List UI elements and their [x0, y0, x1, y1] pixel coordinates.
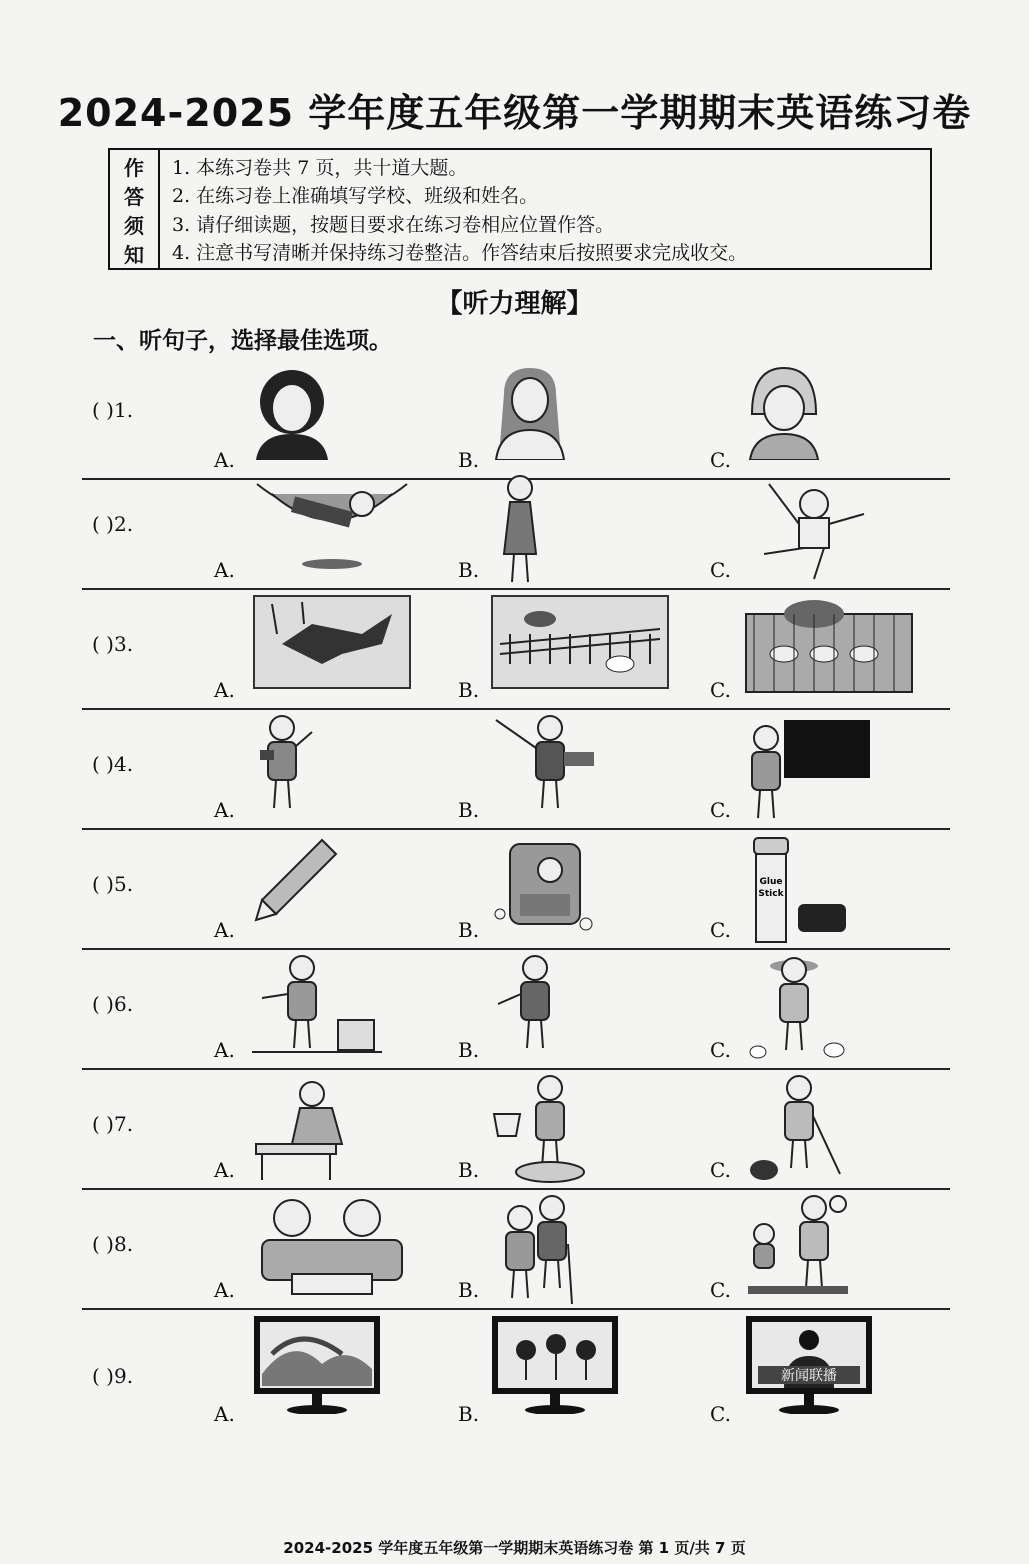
- label-char: 答: [124, 185, 144, 209]
- instructions-list: [160, 150, 930, 268]
- question-row: [82, 472, 950, 590]
- tv-cartoon-picture: [490, 1314, 620, 1414]
- instruction-item: 3. 请仔细读题，按题目要求在练习卷相应位置作答。: [172, 213, 615, 236]
- woman-teacher-picture: [252, 714, 322, 824]
- option-label-b[interactable]: B.: [458, 1402, 480, 1426]
- woman-washing-clothes-picture: [490, 1074, 610, 1184]
- boy-bowing-picture: [490, 474, 550, 584]
- question-row: [82, 592, 950, 710]
- instruction-item: 1. 本练习卷共 7 页，共十道大题。: [172, 156, 468, 179]
- man-hammock-picture: [252, 474, 412, 570]
- option-label-b[interactable]: B.: [458, 1278, 480, 1302]
- tv-news-picture: [744, 1314, 874, 1414]
- question-number[interactable]: ( )3.: [92, 632, 134, 656]
- question-number[interactable]: ( )2.: [92, 512, 134, 536]
- row-divider: [82, 588, 950, 590]
- option-label-c[interactable]: C.: [710, 678, 731, 702]
- option-label-c[interactable]: C.: [710, 1038, 731, 1062]
- option-label-a[interactable]: A.: [214, 1158, 235, 1182]
- glue-label: Glue: [759, 877, 783, 887]
- mother-cooking-picture: [744, 1194, 854, 1304]
- row-divider: [82, 1188, 950, 1190]
- row-divider: [82, 1068, 950, 1070]
- old-teacher-blackboard-picture: [744, 714, 874, 824]
- question-number[interactable]: ( )6.: [92, 992, 134, 1016]
- question-row: [82, 362, 950, 480]
- page-footer: 2024-2025 学年度五年级第一学期期末英语练习卷 第 1 页/共 7 页: [283, 1539, 746, 1557]
- instruction-item: 2. 在练习卷上准确填写学校、班级和姓名。: [172, 185, 539, 208]
- row-divider: [82, 828, 950, 830]
- girl-short-hair-picture: [744, 364, 824, 460]
- instructions-label: [110, 150, 160, 268]
- girl-cleaning-table-picture: [252, 1074, 362, 1184]
- question-row: [82, 952, 950, 1070]
- row-divider: [82, 1308, 950, 1310]
- option-label-b[interactable]: B.: [458, 558, 480, 582]
- page-title: 2024-2025 学年度五年级第一学期期末英语练习卷: [57, 91, 972, 135]
- boy-jumping-picture: [744, 474, 874, 584]
- section-title: 【听力理解】: [436, 289, 593, 319]
- option-label-a[interactable]: A.: [214, 1402, 235, 1426]
- option-label-b[interactable]: B.: [458, 918, 480, 942]
- option-label-c[interactable]: C.: [710, 798, 731, 822]
- question-instruction: 一、听句子，选择最佳选项。: [93, 328, 392, 354]
- question-number[interactable]: ( )5.: [92, 872, 134, 896]
- pig-pen-picture: [744, 594, 914, 694]
- option-label-c[interactable]: C.: [710, 918, 731, 942]
- family-walking-picture: [490, 1194, 580, 1314]
- option-label-a[interactable]: A.: [214, 798, 235, 822]
- option-label-a[interactable]: A.: [214, 1278, 235, 1302]
- woman-curly-hair-picture: [252, 364, 332, 460]
- question-row: [82, 712, 950, 830]
- woman-presenting-picture: [490, 954, 580, 1064]
- row-divider: [82, 948, 950, 950]
- glue-stick-eraser-picture: [744, 834, 854, 944]
- tv-nature-picture: [252, 1314, 382, 1414]
- option-label-b[interactable]: B.: [458, 798, 480, 822]
- option-label-a[interactable]: A.: [214, 558, 235, 582]
- option-label-a[interactable]: A.: [214, 1038, 235, 1062]
- pencil-sharpener-picture: [490, 834, 600, 944]
- horses-field-picture: [252, 594, 412, 690]
- option-label-a[interactable]: A.: [214, 678, 235, 702]
- question-number[interactable]: ( )7.: [92, 1112, 134, 1136]
- row-divider: [82, 708, 950, 710]
- man-teacher-pointer-picture: [490, 714, 610, 824]
- children-reading-picture: [252, 1194, 412, 1304]
- option-label-b[interactable]: B.: [458, 678, 480, 702]
- question-row: [82, 1192, 950, 1310]
- question-row: [82, 1312, 950, 1434]
- question-number[interactable]: ( )1.: [92, 398, 134, 422]
- cashier-picture: [252, 954, 382, 1064]
- option-label-c[interactable]: C.: [710, 448, 731, 472]
- question-row: [82, 1072, 950, 1190]
- option-label-c[interactable]: C.: [710, 558, 731, 582]
- option-label-b[interactable]: B.: [458, 1038, 480, 1062]
- option-label-c[interactable]: C.: [710, 1402, 731, 1426]
- instructions-box: [108, 148, 932, 270]
- question-row: [82, 832, 950, 950]
- question-number[interactable]: ( )4.: [92, 752, 134, 776]
- label-char: 知: [124, 243, 144, 267]
- girl-vacuuming-picture: [744, 1074, 854, 1184]
- label-char: 须: [124, 214, 144, 238]
- tv-caption: 新闻联播: [781, 1368, 837, 1384]
- option-label-c[interactable]: C.: [710, 1158, 731, 1182]
- option-label-c[interactable]: C.: [710, 1278, 731, 1302]
- woman-long-hair-picture: [490, 364, 570, 460]
- instruction-item: 4. 注意书写清晰并保持练习卷整洁。作答结束后按照要求完成收交。: [172, 242, 748, 265]
- farmer-woman-ducks-picture: [744, 954, 854, 1064]
- question-number[interactable]: ( )9.: [92, 1364, 134, 1388]
- option-label-a[interactable]: A.: [214, 448, 235, 472]
- pencil-picture: [252, 834, 342, 924]
- question-number[interactable]: ( )8.: [92, 1232, 134, 1256]
- glue-label: Stick: [758, 889, 784, 899]
- label-char: 作: [124, 156, 144, 180]
- option-label-b[interactable]: B.: [458, 1158, 480, 1182]
- farm-animals-picture: [490, 594, 670, 690]
- option-label-a[interactable]: A.: [214, 918, 235, 942]
- option-label-b[interactable]: B.: [458, 448, 480, 472]
